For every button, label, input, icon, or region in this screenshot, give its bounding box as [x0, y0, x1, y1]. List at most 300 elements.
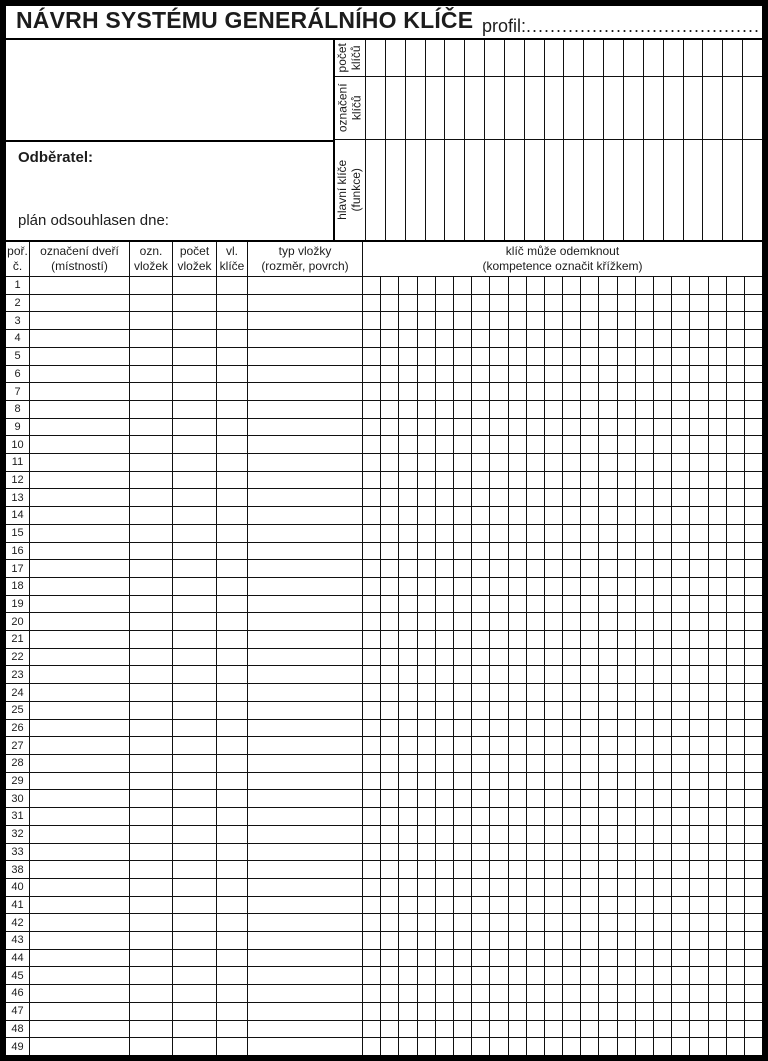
- competence-cell: [527, 932, 545, 949]
- competence-cell: [709, 419, 727, 436]
- cell-cylinder-type: [248, 808, 363, 825]
- competence-cell: [599, 596, 617, 613]
- competence-cell: [509, 808, 527, 825]
- competence-cell: [672, 755, 690, 772]
- competence-cell: [581, 401, 599, 418]
- cell-cylinder-type: [248, 950, 363, 967]
- competence-cell: [545, 348, 563, 365]
- competence-cell: [654, 507, 672, 524]
- cell-cylinder-type: [248, 720, 363, 737]
- row-number: 2: [6, 295, 30, 312]
- competence-cell: [490, 649, 508, 666]
- competence-cell: [418, 985, 436, 1002]
- table-row: [6, 914, 762, 932]
- competence-cell: [454, 844, 472, 861]
- competence-cell: [618, 560, 636, 577]
- competence-cell: [672, 1038, 690, 1055]
- competence-cell: [490, 312, 508, 329]
- competence-cell: [563, 1003, 581, 1020]
- competence-cell: [472, 312, 490, 329]
- competence-cell: [418, 596, 436, 613]
- cell-own-keys: [217, 773, 248, 790]
- key-grid-cell: [643, 77, 663, 139]
- competence-cell: [509, 879, 527, 896]
- competence-cell: [527, 348, 545, 365]
- competence-cell: [618, 914, 636, 931]
- competence-cell: [563, 631, 581, 648]
- table-row: [6, 649, 762, 667]
- competence-cell: [436, 401, 454, 418]
- competence-cell: [454, 808, 472, 825]
- competence-cell: [490, 489, 508, 506]
- competence-cell: [636, 790, 654, 807]
- competence-cell: [709, 897, 727, 914]
- competence-cell: [363, 914, 381, 931]
- cell-competence-grid: [363, 1038, 762, 1055]
- competence-cell: [545, 826, 563, 843]
- cell-own-keys: [217, 613, 248, 630]
- cell-own-keys: [217, 1038, 248, 1055]
- competence-cell: [563, 330, 581, 347]
- competence-cell: [399, 897, 417, 914]
- row-number: 19: [6, 596, 30, 613]
- customer-label: Odběratel:: [18, 149, 94, 166]
- competence-cell: [727, 914, 745, 931]
- competence-cell: [745, 914, 762, 931]
- competence-cell: [581, 383, 599, 400]
- competence-cell: [709, 684, 727, 701]
- competence-cell: [527, 525, 545, 542]
- competence-cell: [363, 684, 381, 701]
- competence-cell: [545, 844, 563, 861]
- cell-cylinder-type: [248, 436, 363, 453]
- cell-cylinder-designation: [130, 755, 173, 772]
- competence-cell: [727, 897, 745, 914]
- competence-cell: [745, 985, 762, 1002]
- competence-cell: [454, 383, 472, 400]
- competence-cell: [636, 808, 654, 825]
- competence-cell: [527, 773, 545, 790]
- cell-cylinder-designation: [130, 932, 173, 949]
- key-grid-cell: [742, 40, 762, 76]
- cell-cylinder-count: [173, 578, 217, 595]
- competence-cell: [745, 844, 762, 861]
- competence-cell: [709, 401, 727, 418]
- competence-cell: [509, 436, 527, 453]
- competence-cell: [618, 613, 636, 630]
- cell-cylinder-count: [173, 631, 217, 648]
- competence-cell: [563, 861, 581, 878]
- competence-cell: [509, 543, 527, 560]
- key-grid-cell: [425, 77, 445, 139]
- competence-cell: [745, 489, 762, 506]
- table-row: [6, 879, 762, 897]
- key-grid-cell: [722, 140, 742, 240]
- key-grid-cell: [405, 140, 425, 240]
- competence-cell: [745, 861, 762, 878]
- row-number: 15: [6, 525, 30, 542]
- competence-cell: [636, 861, 654, 878]
- cell-door-designation: [30, 879, 130, 896]
- competence-cell: [472, 790, 490, 807]
- competence-cell: [490, 543, 508, 560]
- competence-cell: [690, 967, 708, 984]
- key-grid-cell: [563, 77, 583, 139]
- competence-cell: [436, 507, 454, 524]
- competence-cell: [599, 755, 617, 772]
- competence-cell: [654, 436, 672, 453]
- cell-door-designation: [30, 702, 130, 719]
- competence-cell: [527, 737, 545, 754]
- competence-cell: [672, 560, 690, 577]
- key-grid-cell: [464, 140, 484, 240]
- competence-cell: [418, 861, 436, 878]
- competence-cell: [618, 436, 636, 453]
- competence-cell: [709, 631, 727, 648]
- competence-cell: [727, 631, 745, 648]
- competence-cell: [527, 1003, 545, 1020]
- cell-cylinder-type: [248, 419, 363, 436]
- competence-cell: [636, 401, 654, 418]
- cell-cylinder-designation: [130, 737, 173, 754]
- competence-cell: [654, 844, 672, 861]
- cell-competence-grid: [363, 720, 762, 737]
- competence-cell: [745, 1003, 762, 1020]
- competence-cell: [654, 454, 672, 471]
- competence-cell: [527, 472, 545, 489]
- competence-cell: [436, 790, 454, 807]
- competence-cell: [399, 631, 417, 648]
- competence-cell: [709, 649, 727, 666]
- competence-cell: [727, 507, 745, 524]
- table-row: [6, 578, 762, 596]
- competence-cell: [654, 366, 672, 383]
- row-number: 6: [6, 366, 30, 383]
- competence-cell: [472, 985, 490, 1002]
- competence-cell: [636, 525, 654, 542]
- competence-cell: [509, 366, 527, 383]
- competence-cell: [654, 826, 672, 843]
- competence-cell: [509, 755, 527, 772]
- competence-cell: [709, 914, 727, 931]
- competence-cell: [709, 879, 727, 896]
- competence-cell: [654, 897, 672, 914]
- competence-cell: [672, 578, 690, 595]
- cell-cylinder-count: [173, 454, 217, 471]
- competence-cell: [454, 773, 472, 790]
- competence-cell: [581, 702, 599, 719]
- competence-cell: [490, 596, 508, 613]
- competence-cell: [399, 366, 417, 383]
- competence-cell: [363, 1038, 381, 1055]
- competence-cell: [672, 897, 690, 914]
- competence-cell: [599, 844, 617, 861]
- competence-cell: [690, 295, 708, 312]
- competence-cell: [745, 720, 762, 737]
- row-number: 25: [6, 702, 30, 719]
- competence-cell: [399, 1038, 417, 1055]
- competence-cell: [672, 790, 690, 807]
- competence-cell: [727, 844, 745, 861]
- competence-cell: [509, 950, 527, 967]
- table-row: [6, 489, 762, 507]
- competence-cell: [418, 897, 436, 914]
- cell-door-designation: [30, 613, 130, 630]
- competence-cell: [454, 525, 472, 542]
- competence-cell: [436, 596, 454, 613]
- cell-cylinder-count: [173, 596, 217, 613]
- competence-cell: [745, 826, 762, 843]
- cell-cylinder-type: [248, 684, 363, 701]
- key-grid-cell: [365, 140, 385, 240]
- competence-cell: [618, 967, 636, 984]
- cell-own-keys: [217, 436, 248, 453]
- competence-cell: [581, 348, 599, 365]
- competence-cell: [636, 312, 654, 329]
- key-grid-cell: [603, 140, 623, 240]
- competence-cell: [672, 507, 690, 524]
- competence-cell: [636, 1003, 654, 1020]
- competence-cell: [581, 844, 599, 861]
- competence-cell: [545, 472, 563, 489]
- competence-cell: [599, 436, 617, 453]
- competence-cell: [727, 454, 745, 471]
- competence-cell: [690, 879, 708, 896]
- competence-cell: [581, 808, 599, 825]
- competence-cell: [654, 330, 672, 347]
- cell-cylinder-type: [248, 897, 363, 914]
- cell-cylinder-count: [173, 932, 217, 949]
- cell-cylinder-count: [173, 560, 217, 577]
- competence-cell: [454, 312, 472, 329]
- cell-cylinder-count: [173, 897, 217, 914]
- competence-cell: [418, 649, 436, 666]
- competence-cell: [472, 1003, 490, 1020]
- competence-cell: [472, 525, 490, 542]
- competence-cell: [527, 914, 545, 931]
- competence-cell: [618, 702, 636, 719]
- cell-door-designation: [30, 596, 130, 613]
- competence-cell: [690, 348, 708, 365]
- competence-cell: [654, 631, 672, 648]
- cell-competence-grid: [363, 543, 762, 560]
- competence-cell: [563, 613, 581, 630]
- competence-cell: [563, 985, 581, 1002]
- competence-cell: [727, 613, 745, 630]
- cell-cylinder-designation: [130, 472, 173, 489]
- competence-cell: [527, 578, 545, 595]
- competence-cell: [363, 507, 381, 524]
- competence-cell: [472, 489, 490, 506]
- competence-cell: [418, 914, 436, 931]
- cell-cylinder-count: [173, 1003, 217, 1020]
- competence-cell: [690, 454, 708, 471]
- competence-cell: [472, 666, 490, 683]
- cell-cylinder-designation: [130, 295, 173, 312]
- competence-cell: [509, 666, 527, 683]
- competence-cell: [545, 631, 563, 648]
- competence-cell: [436, 826, 454, 843]
- competence-cell: [436, 543, 454, 560]
- competence-cell: [654, 401, 672, 418]
- key-grid-cell: [504, 77, 524, 139]
- competence-cell: [399, 489, 417, 506]
- competence-cell: [399, 666, 417, 683]
- competence-cell: [745, 472, 762, 489]
- cell-competence-grid: [363, 932, 762, 949]
- cell-cylinder-designation: [130, 383, 173, 400]
- competence-cell: [636, 666, 654, 683]
- competence-cell: [381, 631, 399, 648]
- competence-cell: [709, 295, 727, 312]
- competence-cell: [490, 950, 508, 967]
- blank-area: [6, 40, 333, 140]
- cell-competence-grid: [363, 861, 762, 878]
- competence-cell: [690, 312, 708, 329]
- competence-cell: [472, 702, 490, 719]
- competence-cell: [381, 1038, 399, 1055]
- cell-cylinder-count: [173, 914, 217, 931]
- competence-cell: [472, 560, 490, 577]
- competence-cell: [727, 560, 745, 577]
- cell-door-designation: [30, 578, 130, 595]
- competence-cell: [690, 436, 708, 453]
- competence-cell: [418, 720, 436, 737]
- competence-cell: [381, 295, 399, 312]
- cell-own-keys: [217, 1021, 248, 1038]
- cell-cylinder-type: [248, 454, 363, 471]
- competence-cell: [509, 790, 527, 807]
- cell-own-keys: [217, 950, 248, 967]
- cell-door-designation: [30, 790, 130, 807]
- competence-cell: [654, 596, 672, 613]
- competence-cell: [581, 861, 599, 878]
- cell-competence-grid: [363, 1003, 762, 1020]
- competence-cell: [418, 737, 436, 754]
- competence-cell: [363, 790, 381, 807]
- competence-cell: [636, 844, 654, 861]
- cell-door-designation: [30, 454, 130, 471]
- competence-cell: [490, 525, 508, 542]
- competence-cell: [381, 666, 399, 683]
- competence-cell: [690, 277, 708, 294]
- cell-cylinder-type: [248, 489, 363, 506]
- competence-cell: [727, 684, 745, 701]
- competence-cell: [636, 967, 654, 984]
- table-row: [6, 401, 762, 419]
- cell-competence-grid: [363, 489, 762, 506]
- competence-cell: [418, 419, 436, 436]
- competence-cell: [672, 967, 690, 984]
- cell-door-designation: [30, 808, 130, 825]
- competence-cell: [363, 1003, 381, 1020]
- competence-cell: [381, 613, 399, 630]
- competence-cell: [436, 702, 454, 719]
- competence-cell: [363, 383, 381, 400]
- competence-cell: [399, 649, 417, 666]
- competence-cell: [563, 808, 581, 825]
- competence-cell: [581, 507, 599, 524]
- competence-cell: [509, 861, 527, 878]
- competence-cell: [527, 383, 545, 400]
- competence-cell: [418, 578, 436, 595]
- competence-cell: [745, 808, 762, 825]
- competence-cell: [490, 737, 508, 754]
- key-grid-cell: [563, 140, 583, 240]
- competence-cell: [745, 1021, 762, 1038]
- competence-cell: [745, 454, 762, 471]
- competence-cell: [690, 684, 708, 701]
- competence-cell: [563, 560, 581, 577]
- competence-cell: [636, 560, 654, 577]
- competence-cell: [636, 649, 654, 666]
- competence-cell: [363, 295, 381, 312]
- cell-competence-grid: [363, 578, 762, 595]
- competence-cell: [672, 366, 690, 383]
- row-number: 42: [6, 914, 30, 931]
- cell-own-keys: [217, 454, 248, 471]
- competence-cell: [545, 649, 563, 666]
- key-grid-cell: [544, 40, 564, 76]
- cell-door-designation: [30, 1038, 130, 1055]
- competence-cell: [490, 419, 508, 436]
- competence-cell: [527, 330, 545, 347]
- competence-cell: [527, 454, 545, 471]
- competence-cell: [599, 383, 617, 400]
- competence-cell: [527, 666, 545, 683]
- competence-cell: [490, 454, 508, 471]
- cell-cylinder-type: [248, 826, 363, 843]
- competence-cell: [636, 507, 654, 524]
- competence-cell: [654, 702, 672, 719]
- competence-cell: [727, 1003, 745, 1020]
- competence-cell: [545, 578, 563, 595]
- competence-cell: [527, 897, 545, 914]
- competence-cell: [399, 773, 417, 790]
- cell-door-designation: [30, 560, 130, 577]
- competence-cell: [672, 720, 690, 737]
- competence-cell: [399, 312, 417, 329]
- competence-cell: [709, 472, 727, 489]
- competence-cell: [672, 330, 690, 347]
- cell-cylinder-type: [248, 631, 363, 648]
- competence-cell: [745, 383, 762, 400]
- competence-cell: [581, 295, 599, 312]
- cell-competence-grid: [363, 1021, 762, 1038]
- competence-cell: [709, 383, 727, 400]
- row-number: 12: [6, 472, 30, 489]
- profil-label: profil:: [481, 16, 526, 36]
- competence-cell: [727, 312, 745, 329]
- competence-cell: [527, 720, 545, 737]
- cell-cylinder-designation: [130, 1003, 173, 1020]
- competence-cell: [745, 684, 762, 701]
- competence-cell: [727, 737, 745, 754]
- cell-cylinder-count: [173, 507, 217, 524]
- cell-door-designation: [30, 543, 130, 560]
- competence-cell: [381, 366, 399, 383]
- competence-cell: [381, 967, 399, 984]
- row-number: 17: [6, 560, 30, 577]
- competence-cell: [636, 330, 654, 347]
- competence-cell: [418, 702, 436, 719]
- cell-competence-grid: [363, 649, 762, 666]
- cell-cylinder-type: [248, 773, 363, 790]
- competence-cell: [690, 1003, 708, 1020]
- competence-cell: [454, 1038, 472, 1055]
- competence-cell: [618, 1003, 636, 1020]
- competence-cell: [599, 543, 617, 560]
